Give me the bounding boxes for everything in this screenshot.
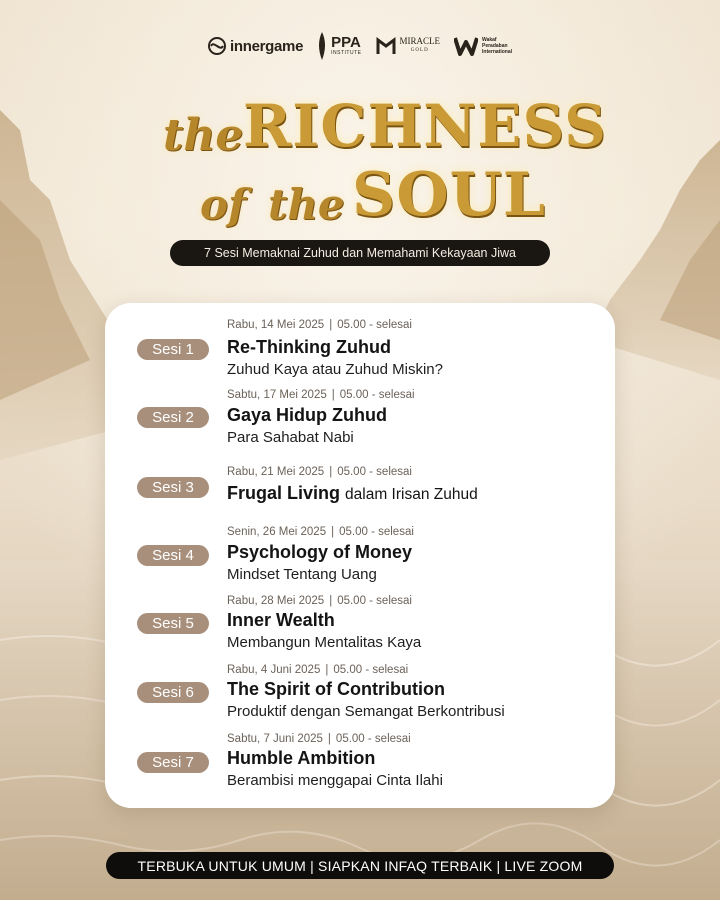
session-desc: Membangun Mentalitas Kaya (227, 634, 422, 651)
session-item (105, 664, 615, 724)
ppa-logo (317, 32, 361, 60)
wakaf-text-1: Wakaf (482, 37, 497, 43)
session-day: Sabtu, 7 Juni 2025 (227, 733, 323, 745)
session-time: 05.00 - selesai (337, 466, 412, 478)
session-desc: Berambisi menggapai Cinta Ilahi (227, 772, 443, 789)
session-title: Psychology of Money (227, 542, 413, 562)
schedule-card (105, 303, 615, 808)
title-soul: SOUL (352, 160, 547, 230)
session-badge: Sesi 6 (137, 682, 209, 703)
miracle-gold-icon (376, 36, 396, 56)
title-richness: RICHNESS (243, 92, 608, 160)
session-badge: Sesi 2 (137, 407, 209, 428)
wakaf-text-3: International (482, 49, 513, 55)
session-title: Re-Thinking Zuhud (227, 337, 391, 357)
ppa-feather-icon (317, 32, 327, 60)
main-title (0, 88, 720, 238)
session-date: Sabtu, 17 Mei 2025 | 05.00 - selesai (227, 389, 415, 401)
gold-text: GOLD (410, 48, 429, 53)
session-badge: Sesi 4 (137, 545, 209, 566)
session-time: 05.00 - selesai (335, 733, 411, 745)
title-the-1: the (163, 110, 244, 161)
session-badge: Sesi 7 (137, 752, 209, 773)
session-time: 05.00 - selesai (333, 664, 409, 676)
ppa-text: PPA (331, 34, 361, 51)
wakaf-text-2: Peradaban (482, 43, 508, 49)
session-date: Rabu, 21 Mei 2025 | 05.00 - selesai (227, 466, 412, 478)
session-date: Rabu, 4 Juni 2025 | 05.00 - selesai (227, 664, 409, 676)
session-title-bold: Frugal Living (227, 483, 341, 503)
session-date: Sabtu, 7 Juni 2025 | 05.00 - selesai (227, 733, 411, 745)
session-title-rest: dalam Irisan Zuhud (345, 486, 478, 503)
session-day: Rabu, 21 Mei 2025 (227, 466, 325, 478)
session-desc: Zuhud Kaya atau Zuhud Miskin? (227, 361, 443, 378)
miracle-text: MIRACLE (399, 36, 440, 46)
session-title (227, 483, 478, 504)
session-item (105, 466, 615, 526)
wakaf-w-icon (454, 36, 478, 56)
session-day: Sabtu, 17 Mei 2025 (227, 389, 327, 401)
session-time: 05.00 - selesai (339, 389, 415, 401)
footer-pill: TERBUKA UNTUK UMUM | SIAPKAN INFAQ TERBAIK | LIVE ZOOM (106, 852, 614, 879)
innergame-logo (208, 37, 303, 55)
session-date: Rabu, 14 Mei 2025 | 05.00 - selesai (227, 319, 412, 331)
subtitle-pill: 7 Sesi Memaknai Zuhud dan Memahami Kekayaan Jiwa (170, 240, 550, 266)
session-title: Gaya Hidup Zuhud (227, 405, 387, 425)
session-title: Inner Wealth (227, 610, 335, 630)
title-the-2: the (268, 180, 345, 229)
session-item (105, 595, 615, 655)
session-badge: Sesi 5 (137, 613, 209, 634)
partner-logos (0, 32, 720, 60)
session-desc: Mindset Tentang Uang (227, 566, 377, 583)
miracle-gold-logo (376, 36, 441, 56)
session-day: Rabu, 4 Juni 2025 (227, 664, 321, 676)
session-item (105, 526, 615, 586)
wakaf-peradaban-logo (454, 36, 512, 56)
session-day: Rabu, 14 Mei 2025 (227, 319, 325, 331)
session-time: 05.00 - selesai (337, 319, 412, 331)
session-desc: Produktif dengan Semangat Berkontribusi (227, 703, 505, 720)
session-badge: Sesi 1 (137, 339, 209, 360)
session-item (105, 733, 615, 793)
session-desc: Para Sahabat Nabi (227, 429, 354, 446)
innergame-text: innergame (229, 37, 304, 55)
session-date: Rabu, 28 Mei 2025 | 05.00 - selesai (227, 595, 412, 607)
session-day: Senin, 26 Mei 2025 (227, 526, 327, 538)
session-time: 05.00 - selesai (337, 595, 412, 607)
session-time: 05.00 - selesai (339, 526, 414, 538)
session-date: Senin, 26 Mei 2025 | 05.00 - selesai (227, 526, 414, 538)
session-title: Humble Ambition (227, 748, 376, 768)
session-title: The Spirit of Contribution (227, 679, 445, 699)
ppa-subtext: INSTITUTE (331, 50, 362, 56)
innergame-icon (208, 37, 226, 55)
session-item (105, 319, 615, 379)
title-of: of (200, 180, 247, 229)
session-item (105, 389, 615, 449)
session-badge: Sesi 3 (137, 477, 209, 498)
session-day: Rabu, 28 Mei 2025 (227, 595, 325, 607)
